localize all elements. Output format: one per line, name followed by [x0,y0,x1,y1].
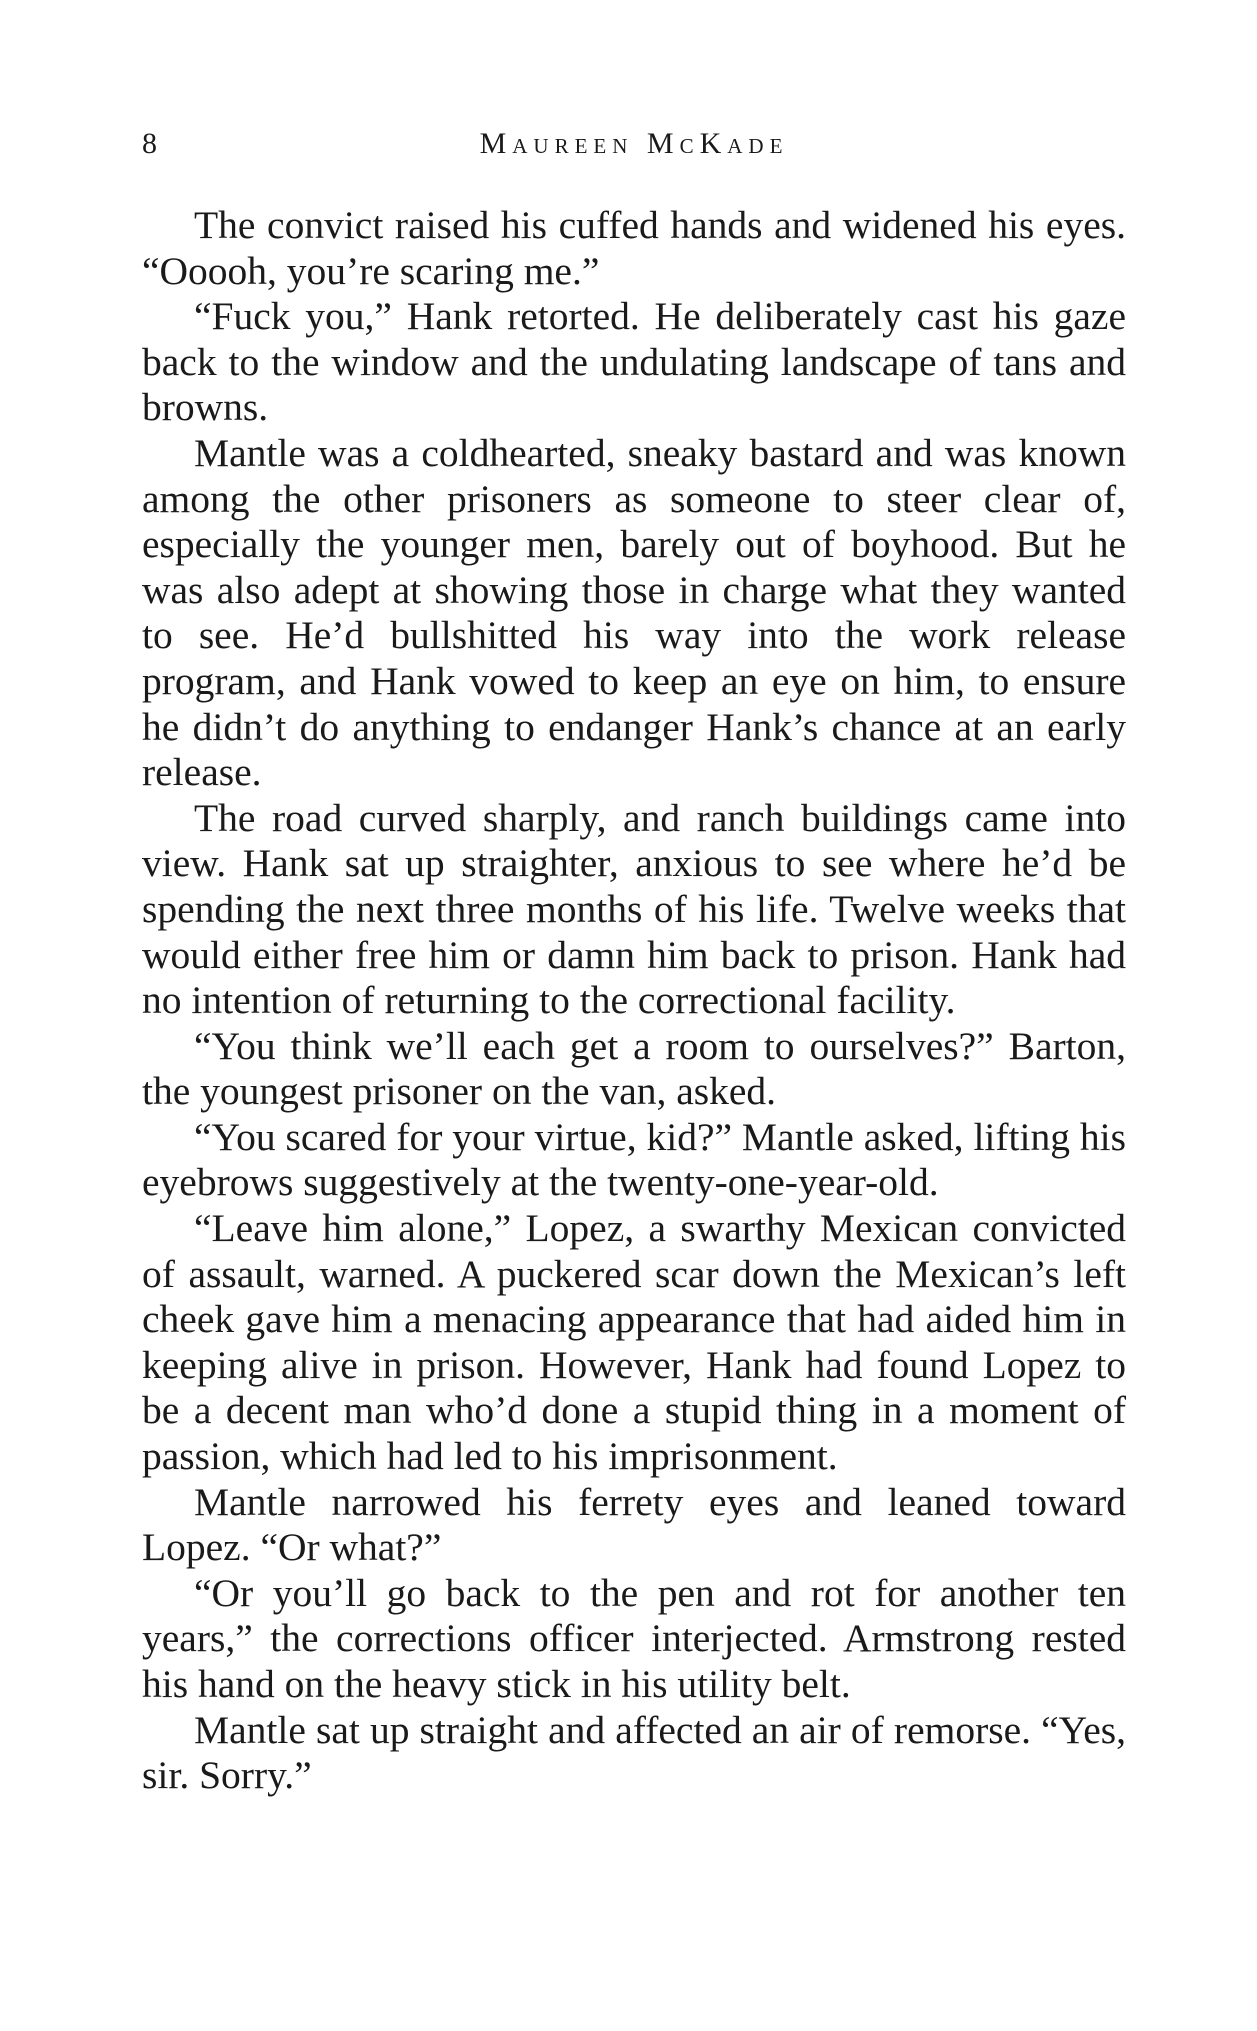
paragraph: “Fuck you,” Hank retorted. He deliberately cast his gaze back to the window and the undulating landscape of tans and browns. [142,294,1126,430]
paragraph: “Leave him alone,” Lopez, a swarthy Mexican convicted of assault, warned. A puckered scar down the Mexican’s left cheek gave him a menacing appearance that had aided him in keeping alive in prison. However, Hank had found Lopez to be a decent man who’d done a stupid thing in a moment of passion, which had led to his imprisonment. [142,1206,1126,1479]
page-number: 8 [142,127,157,160]
page-header [142,122,1126,166]
paragraph: Mantle sat up straight and affected an air of remorse. “Yes, sir. Sorry.” [142,1707,1126,1798]
paragraph: “You scared for your virtue, kid?” Mantle asked, lifting his eyebrows suggestively at the twenty-one-year-old. [142,1114,1126,1205]
paragraph: The road curved sharply, and ranch buildings came into view. Hank sat up straighter, anxious to see where he’d be spending the next three months of his life. Twelve weeks that would either free him or damn him back to prison. Hank had no intention of returning to the correctional facility. [142,795,1126,1023]
paragraph: “Or you’ll go back to the pen and rot for another ten years,” the corrections officer interjected. Armstrong rested his hand on the heavy stick in his utility belt. [142,1570,1126,1706]
paragraph: Mantle was a coldhearted, sneaky bastard and was known among the other prisoners as someone to steer clear of, especially the younger men, barely out of boyhood. But he was also adept at showing those in charge what they wanted to see. He’d bullshitted his way into the work release program, and Hank vowed to keep an eye on him, to ensure he didn’t do anything to endanger Hank’s chance at an early release. [142,430,1126,795]
paragraph: The convict raised his cuffed hands and widened his eyes. “Ooooh, you’re scaring me.” [142,203,1126,293]
body-text [142,203,1126,1799]
running-head-author: Maureen McKade [479,127,789,160]
paragraph: “You think we’ll each get a room to ourselves?” Barton, the youngest prisoner on the van, asked. [142,1023,1126,1114]
paragraph: Mantle narrowed his ferrety eyes and leaned toward Lopez. “Or what?” [142,1479,1126,1570]
